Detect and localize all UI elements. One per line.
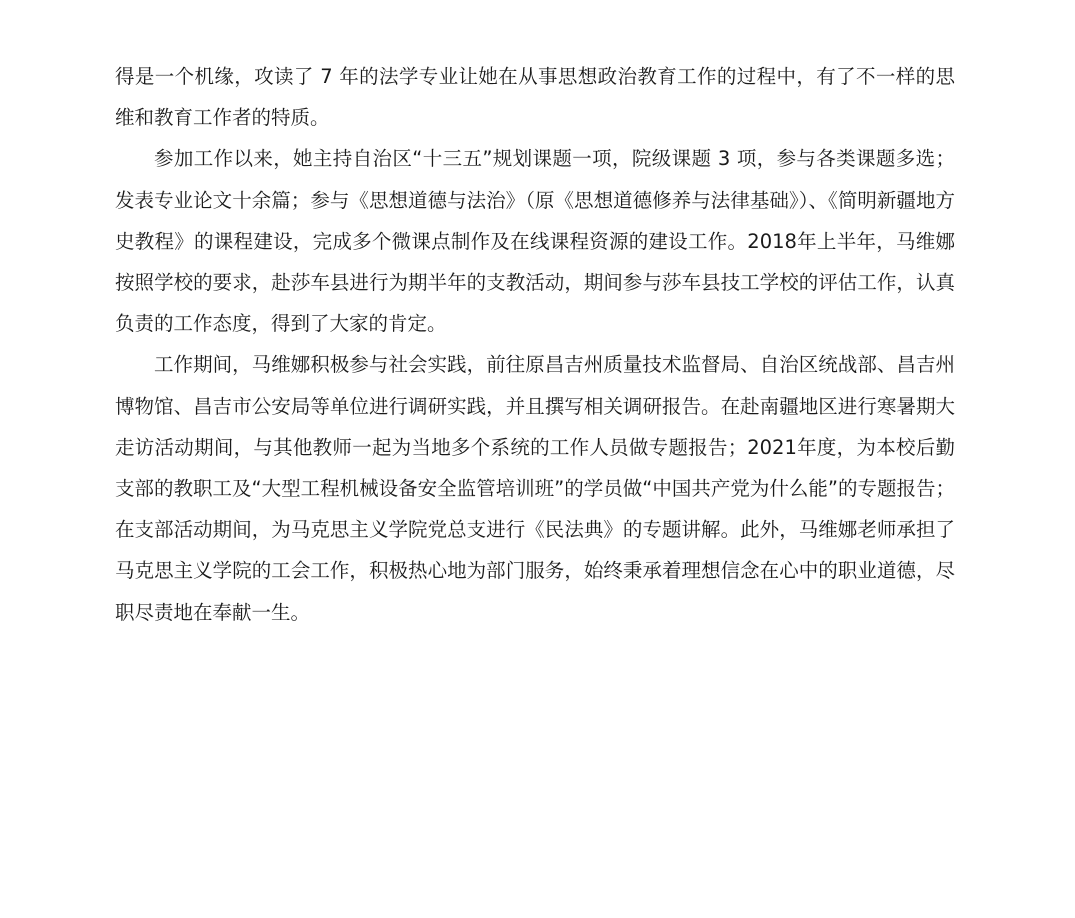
paragraph-continued: 得是一个机缘，攻读了 7 年的法学专业让她在从事思想政治教育工作的过程中，有了不一样的思维和教育工作者的特质。 bbox=[115, 65, 955, 130]
paragraph-work-achievements: 参加工作以来，她主持自治区“十三五”规划课题一项，院级课题 3 项，参与各类课题多选；发表专业论文十余篇；参与《思想道德与法治》（原《思想道德修养与法律基础》）、《简明新疆地方史教程》的课程建设，完成多个微课点制作及在线课程资源的建设工作。2018年上半年，马维娜按照学校的要求，赴莎车县进行为期半年的支教活动，期间参与莎车县技工学校的评估工作，认真负责的工作态度，得到了大家的肯定。 bbox=[115, 147, 955, 336]
paragraph-social-practice: 工作期间，马维娜积极参与社会实践，前往原昌吉州质量技术监督局、自治区统战部、昌吉州博物馆、昌吉市公安局等单位进行调研实践，并且撰写相关调研报告。在赴南疆地区进行寒暑期大走访活动期间，与其他教师一起为当地多个系统的工作人员做专题报告；2021年度，为本校后勤支部的教职工及“大型工程机械设备安全监管培训班”的学员做“中国共产党为什么能”的专题报告；在支部活动期间，为马克思主义学院党总支进行《民法典》的专题讲解。此外，马维娜老师承担了马克思主义学院的工会工作，积极热心地为部门服务，始终秉承着理想信念在心中的职业道德，尽职尽责地在奉献一生。 bbox=[115, 353, 955, 624]
document-body bbox=[115, 56, 955, 633]
